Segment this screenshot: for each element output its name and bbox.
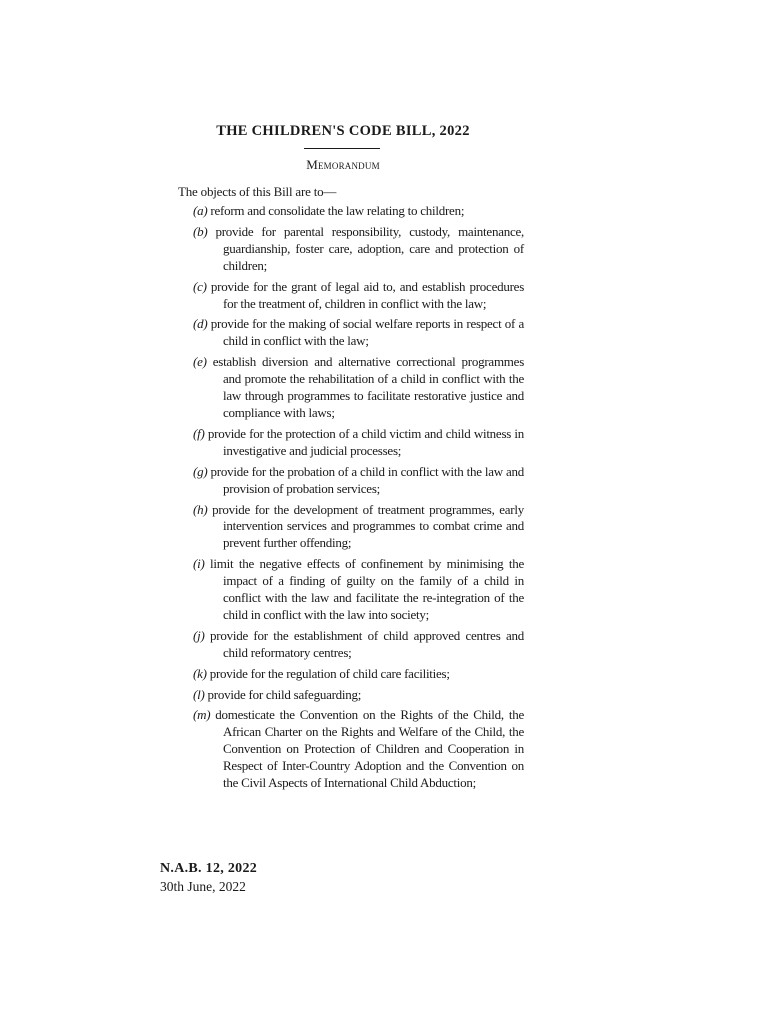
object-letter: (d) <box>193 316 208 332</box>
bill-title: THE CHILDREN'S CODE BILL, 2022 <box>216 123 470 139</box>
section-heading: Memorandum <box>306 157 380 172</box>
object-item-m <box>193 707 524 792</box>
object-text: domesticate the Convention on the Rights of the Child, the African Charter on the Rights and Welfare of the Child, the Convention on Protection of Children and Cooperation in Respect of Inter-Country Adoption and the Convention on the Civil Aspects of International Child Abduction; <box>215 707 524 791</box>
object-letter: (e) <box>193 354 207 370</box>
object-letter: (l) <box>193 686 205 702</box>
object-item-j <box>193 628 524 662</box>
intro-text: The objects of this Bill are to— <box>178 184 337 199</box>
object-text: provide for the protection of a child victim and child witness in investigative and judicial processes; <box>207 425 524 458</box>
object-letter: (m) <box>193 707 211 723</box>
bill-number: N.A.B. 12, 2022 <box>160 861 258 876</box>
title-divider <box>304 148 380 149</box>
object-letter: (j) <box>193 627 205 643</box>
object-item-g <box>193 464 524 498</box>
object-item-e <box>193 354 524 422</box>
object-text: limit the negative effects of confinement by minimising the impact of a finding of guilty on the family of a child in conflict with the law and facilitate the re-integration of the child in conflict with the law into society; <box>210 556 525 622</box>
object-letter: (b) <box>193 223 208 239</box>
object-text: provide for the establishment of child approved centres and child reformatory centres; <box>210 627 524 660</box>
object-text: provide for the grant of legal aid to, and establish procedures for the treatment of, children in conflict with the law; <box>210 278 525 311</box>
object-text: provide for the development of treatment programmes, early intervention services and programmes to combat crime and prevent further offending; <box>212 501 525 551</box>
object-text: provide for parental responsibility, custody, maintenance, guardianship, foster care, adoption, care and protection of children; <box>215 223 525 273</box>
object-letter: (f) <box>193 425 205 441</box>
object-item-b <box>193 224 524 275</box>
bill-date: 30th June, 2022 <box>160 879 246 894</box>
object-text: provide for child safeguarding; <box>207 686 362 702</box>
object-letter: (i) <box>193 556 205 572</box>
object-text: provide for the regulation of child care facilities; <box>209 665 450 681</box>
object-item-l <box>193 687 524 704</box>
object-item-i <box>193 556 524 624</box>
object-letter: (c) <box>193 278 207 294</box>
object-item-c <box>193 279 524 313</box>
object-letter: (a) <box>193 203 208 218</box>
object-item-d <box>193 316 524 350</box>
object-item-k <box>193 666 524 683</box>
object-item-h <box>193 502 524 553</box>
object-text: provide for the probation of a child in conflict with the law and provision of probation services; <box>210 463 524 496</box>
objects-list <box>193 203 524 796</box>
object-item-f <box>193 426 524 460</box>
object-text: reform and consolidate the law relating to children; <box>210 203 465 218</box>
object-letter: (h) <box>193 501 208 517</box>
object-item-a <box>193 203 524 220</box>
object-letter: (g) <box>193 463 208 479</box>
object-text: provide for the making of social welfare reports in respect of a child in conflict with the law; <box>210 316 524 349</box>
object-text: establish diversion and alternative correctional programmes and promote the rehabilitation of a child in conflict with the law through programmes to facilitate restorative justice and compliance with laws; <box>212 354 524 420</box>
object-letter: (k) <box>193 665 207 681</box>
